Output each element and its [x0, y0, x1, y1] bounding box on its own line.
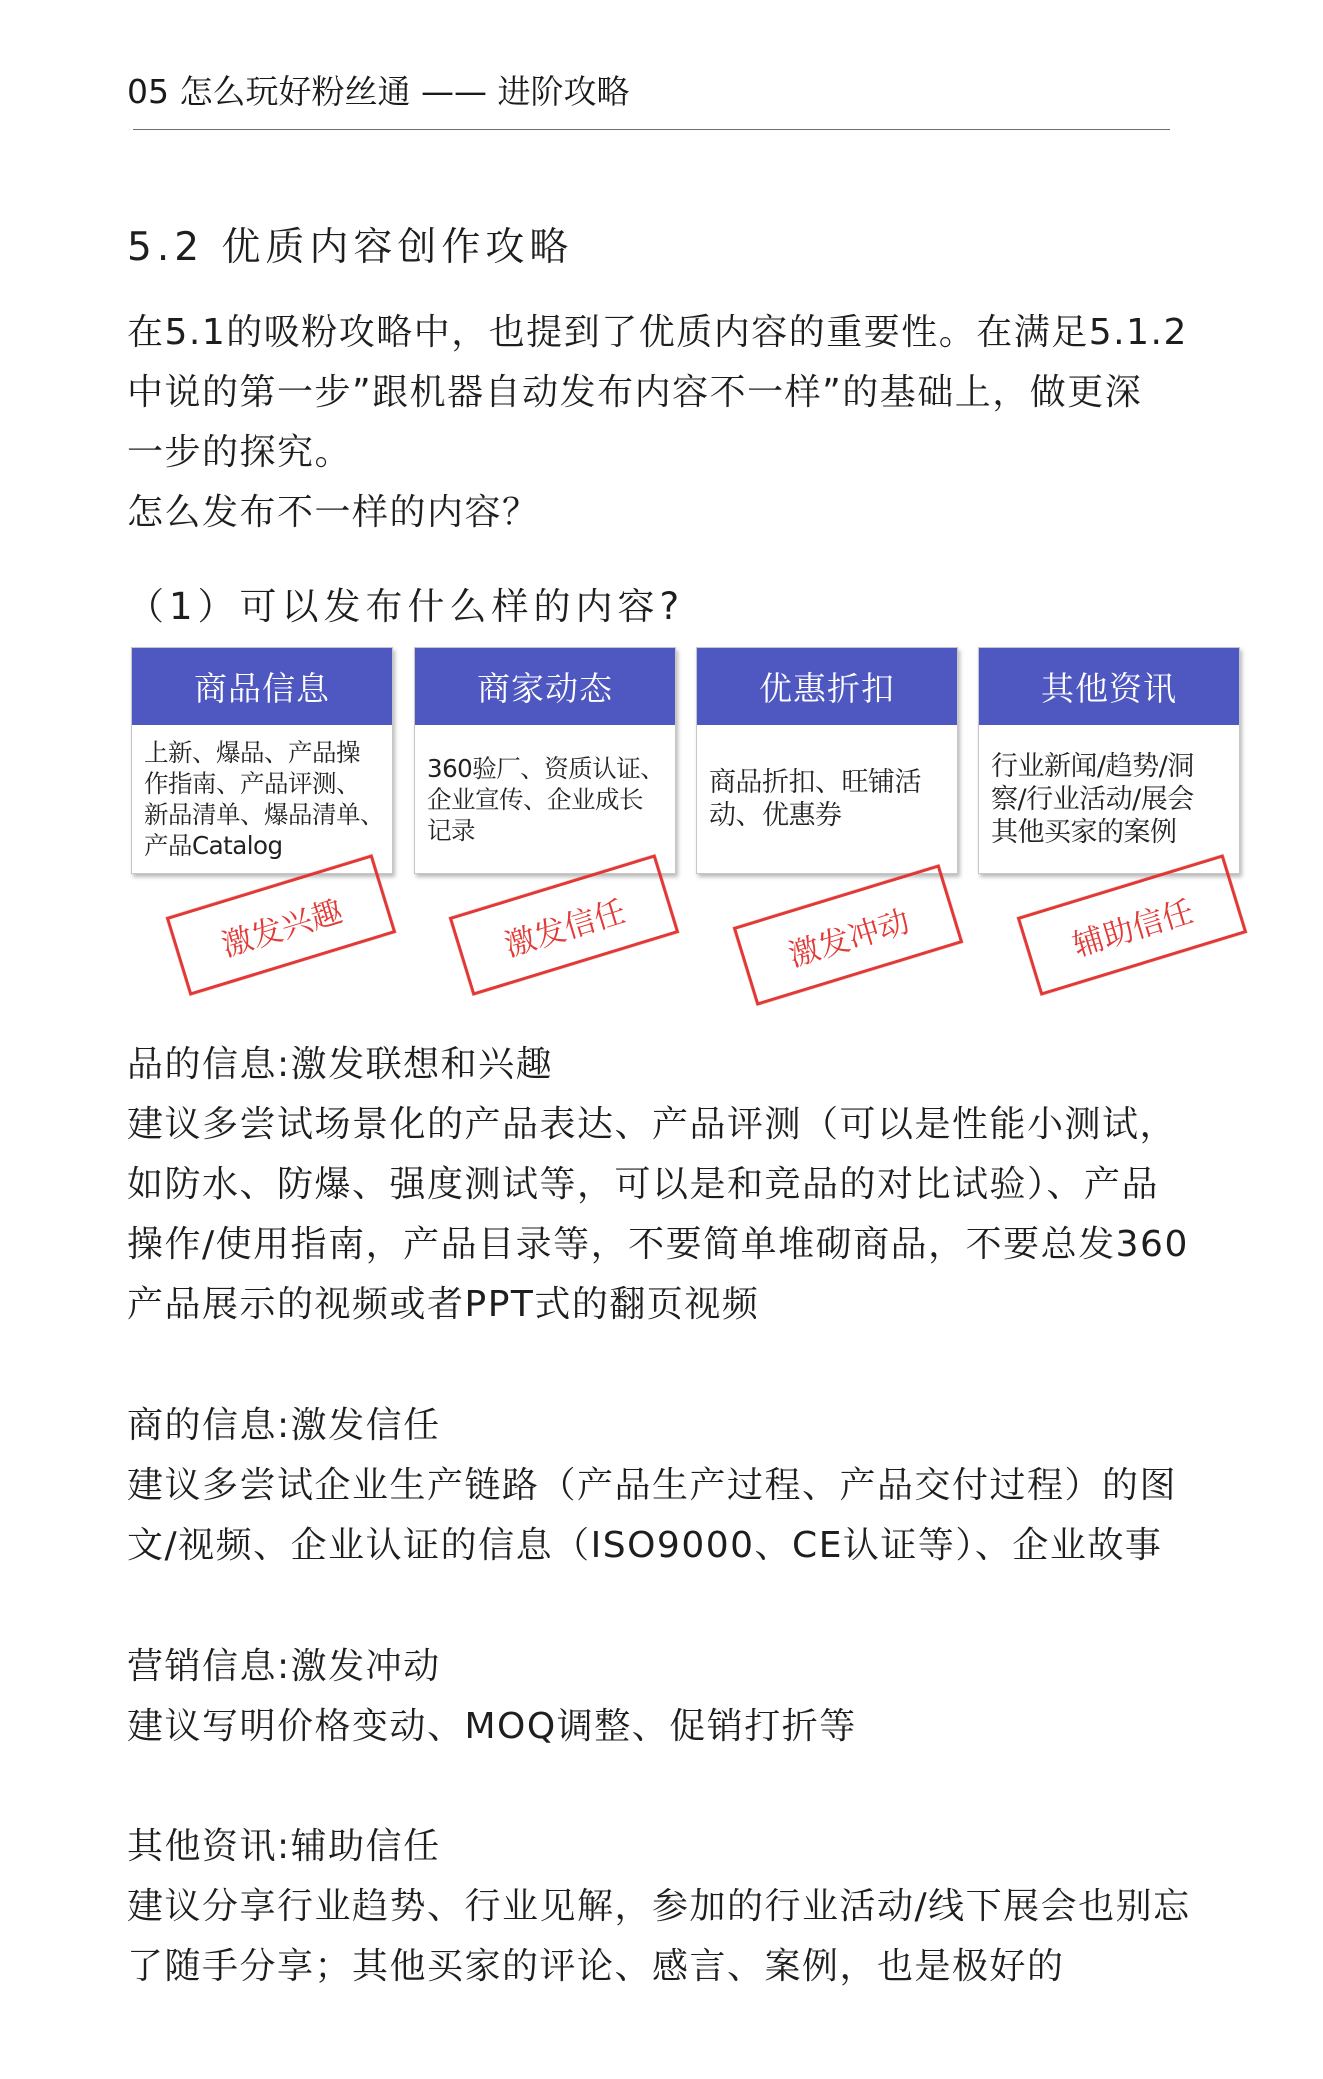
text-line: 了随手分享；其他买家的评论、感言、案例，也是极好的 — [127, 1946, 1065, 1987]
content-card-discounts — [696, 647, 958, 874]
paragraph-heading: 商的信息:激发信任 — [127, 1405, 441, 1446]
card-body-line: 其他买家的案例 — [991, 816, 1177, 848]
stamp-label: 激发兴趣 — [166, 854, 397, 996]
card-body-line: 察/行业活动/展会 — [991, 783, 1194, 815]
content-card-merchant-news — [414, 647, 676, 874]
card-header: 其他资讯 — [979, 648, 1239, 725]
text-line: 怎么发布不一样的内容？ — [127, 492, 540, 533]
other-info-paragraph — [127, 1817, 1237, 1997]
merchant-info-paragraph — [127, 1396, 1237, 1576]
text-line: 建议多尝试企业生产链路（产品生产过程、产品交付过程）的图 — [127, 1465, 1178, 1506]
card-body — [991, 725, 1231, 873]
paragraph-heading: 营销信息:激发冲动 — [127, 1646, 441, 1687]
card-body-line: 动、优惠券 — [709, 800, 842, 831]
text-line: 建议分享行业趋势、行业见解，参加的行业活动/线下展会也别忘 — [127, 1886, 1191, 1927]
text-line: 文/视频、企业认证的信息（ISO9000、CE认证等）、企业故事 — [127, 1525, 1163, 1566]
text-line: 如防水、防爆、强度测试等，可以是和竞品的对比试验）、产品 — [127, 1164, 1160, 1205]
card-body-line: 360验厂、资质认证、 — [427, 753, 665, 783]
question-title: （1）可以发布什么样的内容? — [127, 585, 685, 628]
content-card-product-info — [131, 647, 393, 874]
card-body — [709, 725, 949, 873]
paragraph-heading: 品的信息:激发联想和兴趣 — [127, 1044, 554, 1085]
card-body-line: 新品清单、爆品清单、 — [144, 800, 384, 829]
stamp-label: 激发冲动 — [733, 864, 964, 1006]
card-header: 商家动态 — [415, 648, 675, 725]
page-header-title: 05 怎么玩好粉丝通 —— 进阶攻略 — [127, 72, 630, 111]
card-header: 优惠折扣 — [697, 648, 957, 725]
text-line: 产品展示的视频或者PPT式的翻页视频 — [127, 1284, 760, 1325]
text-line: 操作/使用指南，产品目录等，不要简单堆砌商品，不要总发360 — [127, 1224, 1189, 1265]
card-body — [427, 725, 667, 873]
text-line: 中说的第一步”跟机器自动发布内容不一样”的基础上，做更深 — [127, 372, 1143, 413]
card-body — [144, 725, 384, 873]
card-header: 商品信息 — [132, 648, 392, 725]
card-body-line: 上新、爆品、产品操 — [144, 738, 360, 767]
marketing-info-paragraph — [127, 1637, 1237, 1757]
card-body-line: 商品折扣、旺铺活 — [709, 767, 921, 798]
stamp-label: 辅助信任 — [1017, 854, 1248, 996]
intro-paragraph — [127, 303, 1237, 543]
text-line: 建议多尝试场景化的产品表达、产品评测（可以是性能小测试， — [127, 1104, 1178, 1145]
header-divider — [133, 129, 1170, 130]
text-line: 在5.1的吸粉攻略中，也提到了优质内容的重要性。在满足5.1.2 — [127, 312, 1188, 353]
section-title: 5.2 优质内容创作攻略 — [127, 225, 574, 270]
text-line: 建议写明价格变动、MOQ调整、促销打折等 — [127, 1706, 857, 1747]
content-card-other-info — [978, 647, 1240, 874]
card-body-line: 行业新闻/趋势/洞 — [991, 750, 1194, 782]
paragraph-heading: 其他资讯:辅助信任 — [127, 1826, 441, 1867]
card-body-line: 产品Catalog — [144, 831, 283, 860]
text-line: 一步的探究。 — [127, 432, 353, 473]
stamp-label: 激发信任 — [449, 854, 680, 996]
product-info-paragraph — [127, 1035, 1237, 1335]
card-body-line: 记录 — [427, 815, 475, 845]
card-body-line: 企业宣传、企业成长 — [427, 784, 643, 814]
card-body-line: 作指南、产品评测、 — [144, 769, 360, 798]
